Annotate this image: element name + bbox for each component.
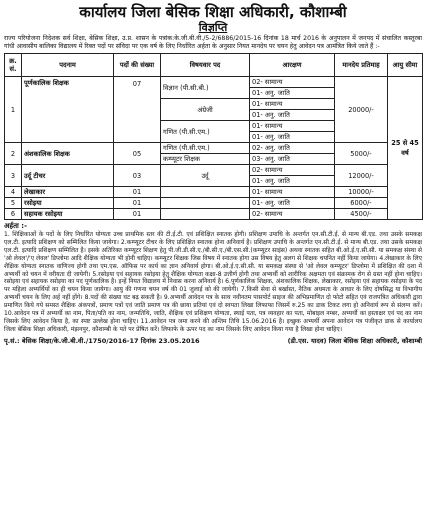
subject-cell — [161, 209, 250, 220]
table-row — [5, 143, 423, 154]
subject-cell: कम्प्यूटर शिक्षक — [161, 154, 250, 165]
count-cell: 01 — [114, 198, 161, 209]
reservation-cell: 03- अनु. जाति — [250, 154, 335, 165]
posts-table — [4, 53, 423, 220]
office-title: कार्यालय जिला बेसिक शिक्षा अधिकारी, कौशाम्बी — [79, 3, 347, 21]
honorarium-cell: 12000/- — [335, 165, 388, 187]
post-cell: अंशकालिक शिक्षक — [22, 143, 114, 165]
serial-cell: 5 — [5, 198, 22, 209]
post-cell: पूर्णकालिक शिक्षक — [22, 77, 114, 143]
subject-cell: गणित (पी.सी.एम.) — [161, 143, 250, 154]
header-cell: पदों की संख्या — [114, 54, 161, 77]
intro-paragraph: राज्य परियोजना निदेशक सर्व शिक्षा, बेसिक शिक्षा, उ.प्र. शासन के पत्रांक:के.जी.बी.वी./5-2/6886/2015-16 दिनांक 18 मार्च 2016 के अनुपालन में जनपद में संचालित कस्तूरबा गांधी आवासीय बालिका विद्यालय में रिक्त पदों पर संविदा पर एक वर्ष के लिए निर्धारित अर्हता के अनुसार नियत मानदेय पर चयन हेतु आवेदन पत्र आमंत्रित किये जाते हैं :- — [4, 35, 422, 50]
reservation-cell: 02- सामान्य — [250, 209, 335, 220]
reservation-cell: 01- अनु. जाति — [250, 198, 335, 209]
reference-number: पृ.सं.: बेसिक शिक्षा/के.जी.बी.वी./1750/2016-17 दिनांक 23.05.2016 — [4, 336, 200, 345]
reservation-cell: 01- सामान्य — [250, 121, 335, 132]
reservation-cell: 01- अनु. जाति — [250, 88, 335, 99]
serial-cell: 4 — [5, 187, 22, 198]
post-cell: सहायक रसोइया — [22, 209, 114, 220]
subject-cell: अंग्रेजी — [161, 99, 250, 121]
count-cell: 07 — [114, 77, 161, 143]
reservation-cell: 01- अनु. जाति — [250, 132, 335, 143]
subject-cell — [161, 187, 250, 198]
terms-heading: अर्हता :- — [4, 222, 28, 230]
honorarium-cell: 10000/- — [335, 187, 388, 198]
subject-cell: विज्ञान (पी.सी.बी.) — [161, 77, 250, 99]
honorarium-cell: 20000/- — [335, 77, 388, 143]
age-limit-cell: 25 से 45 वर्ष — [388, 77, 423, 220]
header-cell: पदनाम — [22, 54, 114, 77]
count-cell: 01 — [114, 187, 161, 198]
table-row — [5, 165, 423, 176]
honorarium-cell: 4500/- — [335, 209, 388, 220]
table-header-row — [5, 54, 423, 77]
count-cell: 03 — [114, 165, 161, 187]
subject-cell: उर्दू — [161, 165, 250, 187]
reservation-cell: 02- सामान्य — [250, 165, 335, 176]
subject-cell — [161, 198, 250, 209]
serial-cell: 2 — [5, 143, 22, 165]
table-row — [5, 77, 423, 88]
reservation-cell: 01- सामान्य — [250, 99, 335, 110]
header-cell: क्र. सं. — [5, 54, 22, 77]
post-cell: रसोइया — [22, 198, 114, 209]
signature-block: (डी.एस. यादव) जिला बेसिक शिक्षा अधिकारी, कौशाम्बी — [287, 336, 422, 345]
post-cell: लेखाकार — [22, 187, 114, 198]
reservation-cell: 01- अनु. जाति — [250, 110, 335, 121]
terms-paragraph: 1. शिक्षिकाओं के पदों के लिए निर्धारित योग्यता उच्च प्राथमिक स्तर की टी.ई.टी. एवं प्रशिक्षित स्नातक होगी। प्रशिक्षण उपाधि के अन्तर्गत एन.सी.टी.ई. से मान्य बी.एड. तथा उसके समकक्ष एल.टी. इत्यादि प्रशिक्षण को सम्मिलित किया जायेगा। 2.कम्प्यूटर टीचर के लिए प्रशिक्षित स्नातक होना अनिवार्य है। प्रशिक्षण उपाधि के अन्तर्गत एन.सी.टी.ई. से मान्य बी.एड. तथा उसके समकक्ष एल.टी. इत्यादि प्रशिक्षण सम्मिलित है। इसके अतिरिक्त कम्प्यूटर शिक्षण हेतु पी.जी.डी.सी.ए./बी.सी.ए./बी.एस.सी.(कम्प्यूटर साइंस) अथवा स्नातक सहित बी.ओ.ई.ए.सी.सी. या समकक्ष संस्था से 'ओ लेवल'/'ए लेवल' डिप्लोमा आदि शैक्षिक योग्यता भी होनी चाहिए। कम्प्यूटर शिक्षक जिस विषय में स्नातक होगा उस विषय हेतु अलग से शिक्षक चयनित नहीं किया जायेगा। 4.लेखाकार के लिए शैक्षिक योग्यता स्नातक वाणिज्य होगी तथा एम.एस. ऑफिस पर कार्य का ज्ञान अनिवार्य होगा। बी.ओ.ई.ए.सी.सी. या समकक्ष संस्था से 'ओ लेवल कम्प्यूटर' डिप्लोमा में प्रशिक्षित की दशा में अभ्यर्थी को चयन में वरीयता दी जायेगी। 5.रसोइया एवं सहायक रसोइया हेतु शैक्षिक योग्यता कक्षा-8 उत्तीर्ण होगी तथा अभ्यर्थी को शारीरिक अक्षमता एवं संक्रामक रोग से ग्रस्त नहीं होना चाहिए। रसोइया एवं सहायक रसोइया का पद पूर्णकालिक है। इन्हें नियत विद्यालय में निवास करना अनिवार्य है। 6.पूर्णकालिक शिक्षक, अंशकालिक शिक्षक, लेखाकार, रसोइया एवं सहायक रसोइया के पद पर महिला अभ्यर्थियों का ही चयन किया जायेगा। आयु की गणना चयन वर्ष की 01 जुलाई को की जायेगी। 7.किसी सेवा से बर्खास्त, नैतिक अधमता के आधार के लिए दोषसिद्ध या विभागीय अभ्यर्थी चयन के लिए अर्ह नहीं होंगे। 8.पदों की संख्या घट बढ़ सकती है। 9.अभ्यर्थी आवेदन पत्र के साथ नवीनतम पासपोर्ट साइज की अभिप्रमाणित दो फोटो सहित एवं राजपत्रित अधिकारी द्वारा प्रमाणित किये गये समस्त शैक्षिक अंकपत्रों, प्रमाण पत्रों एवं जाति प्रमाण पत्र की छाया प्रतियां एवं दो स्वपता लिखा लिफाफा जिसमें रु.25 का डाक टिकट लगा हो अनिवार्य रूप से संलग्न करें। 10.आवेदन पत्र में अभ्यर्थी का नाम, पिता/पति का नाम, जन्मतिथि, जाति, शैक्षिक एवं प्रशिक्षण योग्यता, स्थाई पता, पत्र व्यवहार का पता, मोबाइल नम्बर, अभ्यर्थी का हस्ताक्षर एवं पद का नाम जिसके लिए आवेदन किया है, का स्पष्ट उल्लेख होना चाहिए। 11.आवेदन पत्र जमा करने की अन्तिम तिथि 15.06.2016 है। इच्छुक अभ्यर्थी अपना आवेदन पत्र पंजीकृत डाक से कार्यालय जिला बेसिक शिक्षा अधिकारी, मंझनपुर, कौशाम्बी के पते पर प्रेषित करें। लिफाफे के ऊपर पद का नाम जिसके लिए आवेदन किया गया है लिखा होना चाहिए। — [4, 231, 422, 333]
reservation-cell: 01- सामान्य — [250, 187, 335, 198]
serial-cell: 1 — [5, 77, 22, 143]
header-cell: आयु सीमा — [388, 54, 423, 77]
serial-cell: 6 — [5, 209, 22, 220]
count-cell: 05 — [114, 143, 161, 165]
header-cell: आरक्षण — [250, 54, 335, 77]
count-cell: 01 — [114, 209, 161, 220]
reservation-cell: 02- सामान्य — [250, 77, 335, 88]
reservation-cell: 01- अनु. जाति — [250, 176, 335, 187]
honorarium-cell: 5000/- — [335, 143, 388, 165]
notice-title: विज्ञप्ति — [198, 21, 228, 34]
header-cell: मानदेय प्रतिमाह — [335, 54, 388, 77]
post-cell: उर्दू टीचर — [22, 165, 114, 187]
table-row — [5, 198, 423, 209]
subject-cell: गणित (पी.सी.एम.) — [161, 121, 250, 143]
table-row — [5, 209, 423, 220]
serial-cell: 3 — [5, 165, 22, 187]
header-cell: विषयवार पद — [161, 54, 250, 77]
reservation-cell: 02- अनु. जाति — [250, 143, 335, 154]
table-row — [5, 187, 423, 198]
footer — [4, 337, 422, 346]
honorarium-cell: 6000/- — [335, 198, 388, 209]
